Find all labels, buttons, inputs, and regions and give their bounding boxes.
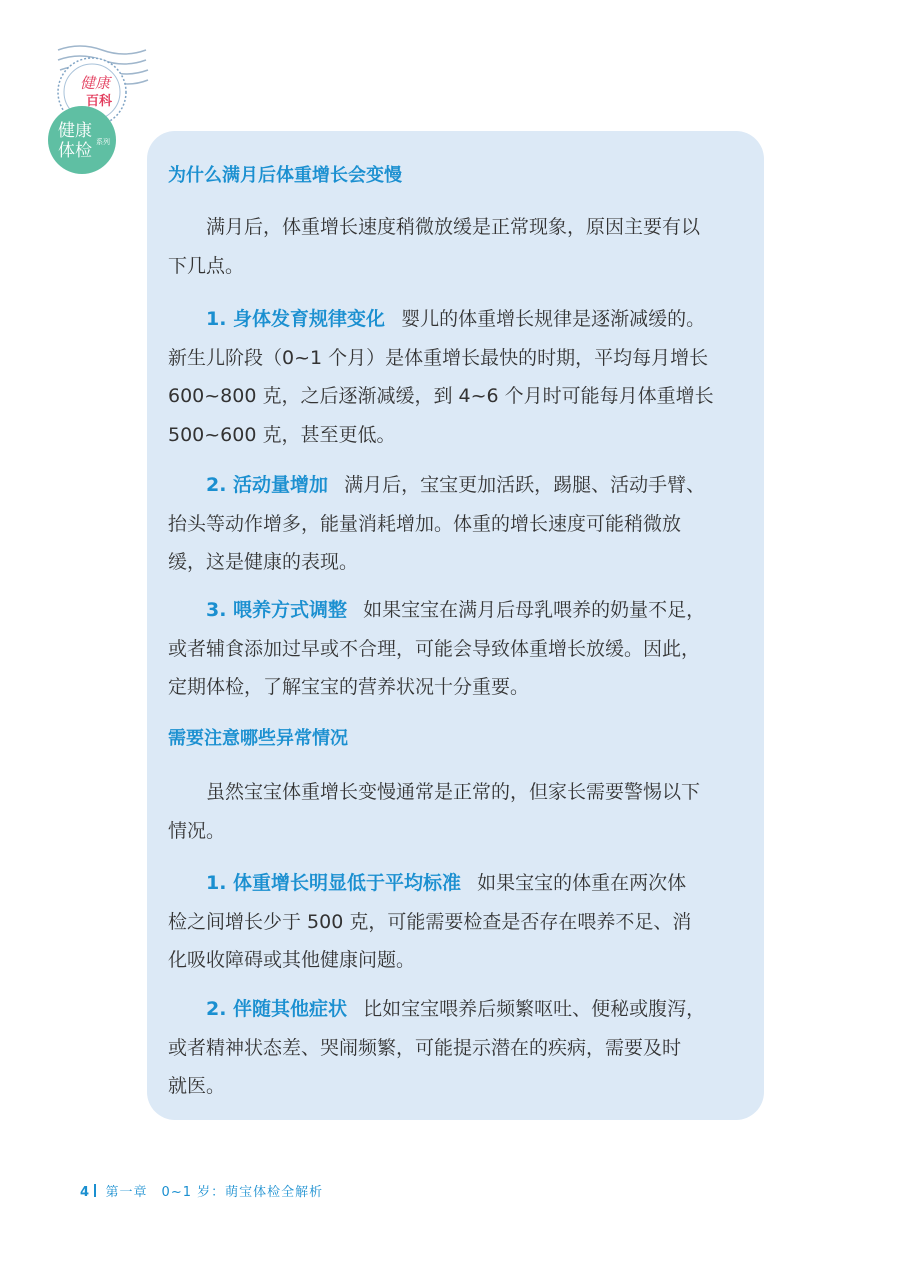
series-logo xyxy=(40,28,152,188)
svg-text:体检: 体检 xyxy=(58,141,92,161)
item-lead: 1. 身体发育规律变化 xyxy=(206,308,386,330)
footer-divider xyxy=(94,1184,96,1197)
item-lead: 3. 喂养方式调整 xyxy=(206,599,348,621)
list-item: 2. 伴随其他症状 比如宝宝喂养后频繁呕吐、便秘或腹泻， 或者精神状态差、哭闹频繁，可能提示潜在的疾病，需要及时 就医。 xyxy=(168,998,706,1097)
item-lead: 2. 活动量增加 xyxy=(206,474,329,496)
page-footer xyxy=(80,1183,323,1203)
stamp-icon xyxy=(40,28,152,188)
svg-text:系列: 系列 xyxy=(96,138,110,146)
intro-paragraph: 虽然宝宝体重增长变慢通常是正常的，但家长需要警惕以下 情况。 xyxy=(168,781,701,842)
item-lead: 1. 体重增长明显低于平均标准 xyxy=(206,872,462,894)
intro-paragraph: 满月后，体重增长速度稍微放缓是正常现象，原因主要有以 下几点。 xyxy=(168,216,701,277)
section-title: 为什么满月后体重增长会变慢 xyxy=(168,165,402,186)
list-item: 1. 身体发育规律变化 婴儿的体重增长规律是逐渐减缓的。 新生儿阶段（0~1 个月）是体重增长最快的时期，平均每月增长 600~800 克，之后逐渐减缓，到 4~6 个月时可能每月体重增长 500~600 克，甚至更低。 xyxy=(168,308,714,446)
svg-text:百科: 百科 xyxy=(86,94,113,109)
chapter-title: 第一章 0~1 岁：萌宝体检全解析 xyxy=(105,1185,324,1200)
list-item: 1. 体重增长明显低于平均标准 如果宝宝的体重在两次体 检之间增长少于 500 克，可能需要检查是否存在喂养不足、消 化吸收障碍或其他健康问题。 xyxy=(168,872,692,971)
list-item: 2. 活动量增加 满月后，宝宝更加活跃，踢腿、活动手臂、 抬头等动作增多，能量消耗增加。体重的增长速度可能稍微放 缓，这是健康的表现。 xyxy=(168,474,706,573)
item-lead: 2. 伴随其他症状 xyxy=(206,998,348,1020)
section-title: 需要注意哪些异常情况 xyxy=(168,728,348,749)
page-number: 4 xyxy=(80,1185,91,1200)
svg-text:健康: 健康 xyxy=(80,74,111,92)
list-item: 3. 喂养方式调整 如果宝宝在满月后母乳喂养的奶量不足， 或者辅食添加过早或不合理，可能会导致体重增长放缓。因此， 定期体检，了解宝宝的营养状况十分重要。 xyxy=(168,599,706,698)
svg-text:健康: 健康 xyxy=(58,121,92,141)
